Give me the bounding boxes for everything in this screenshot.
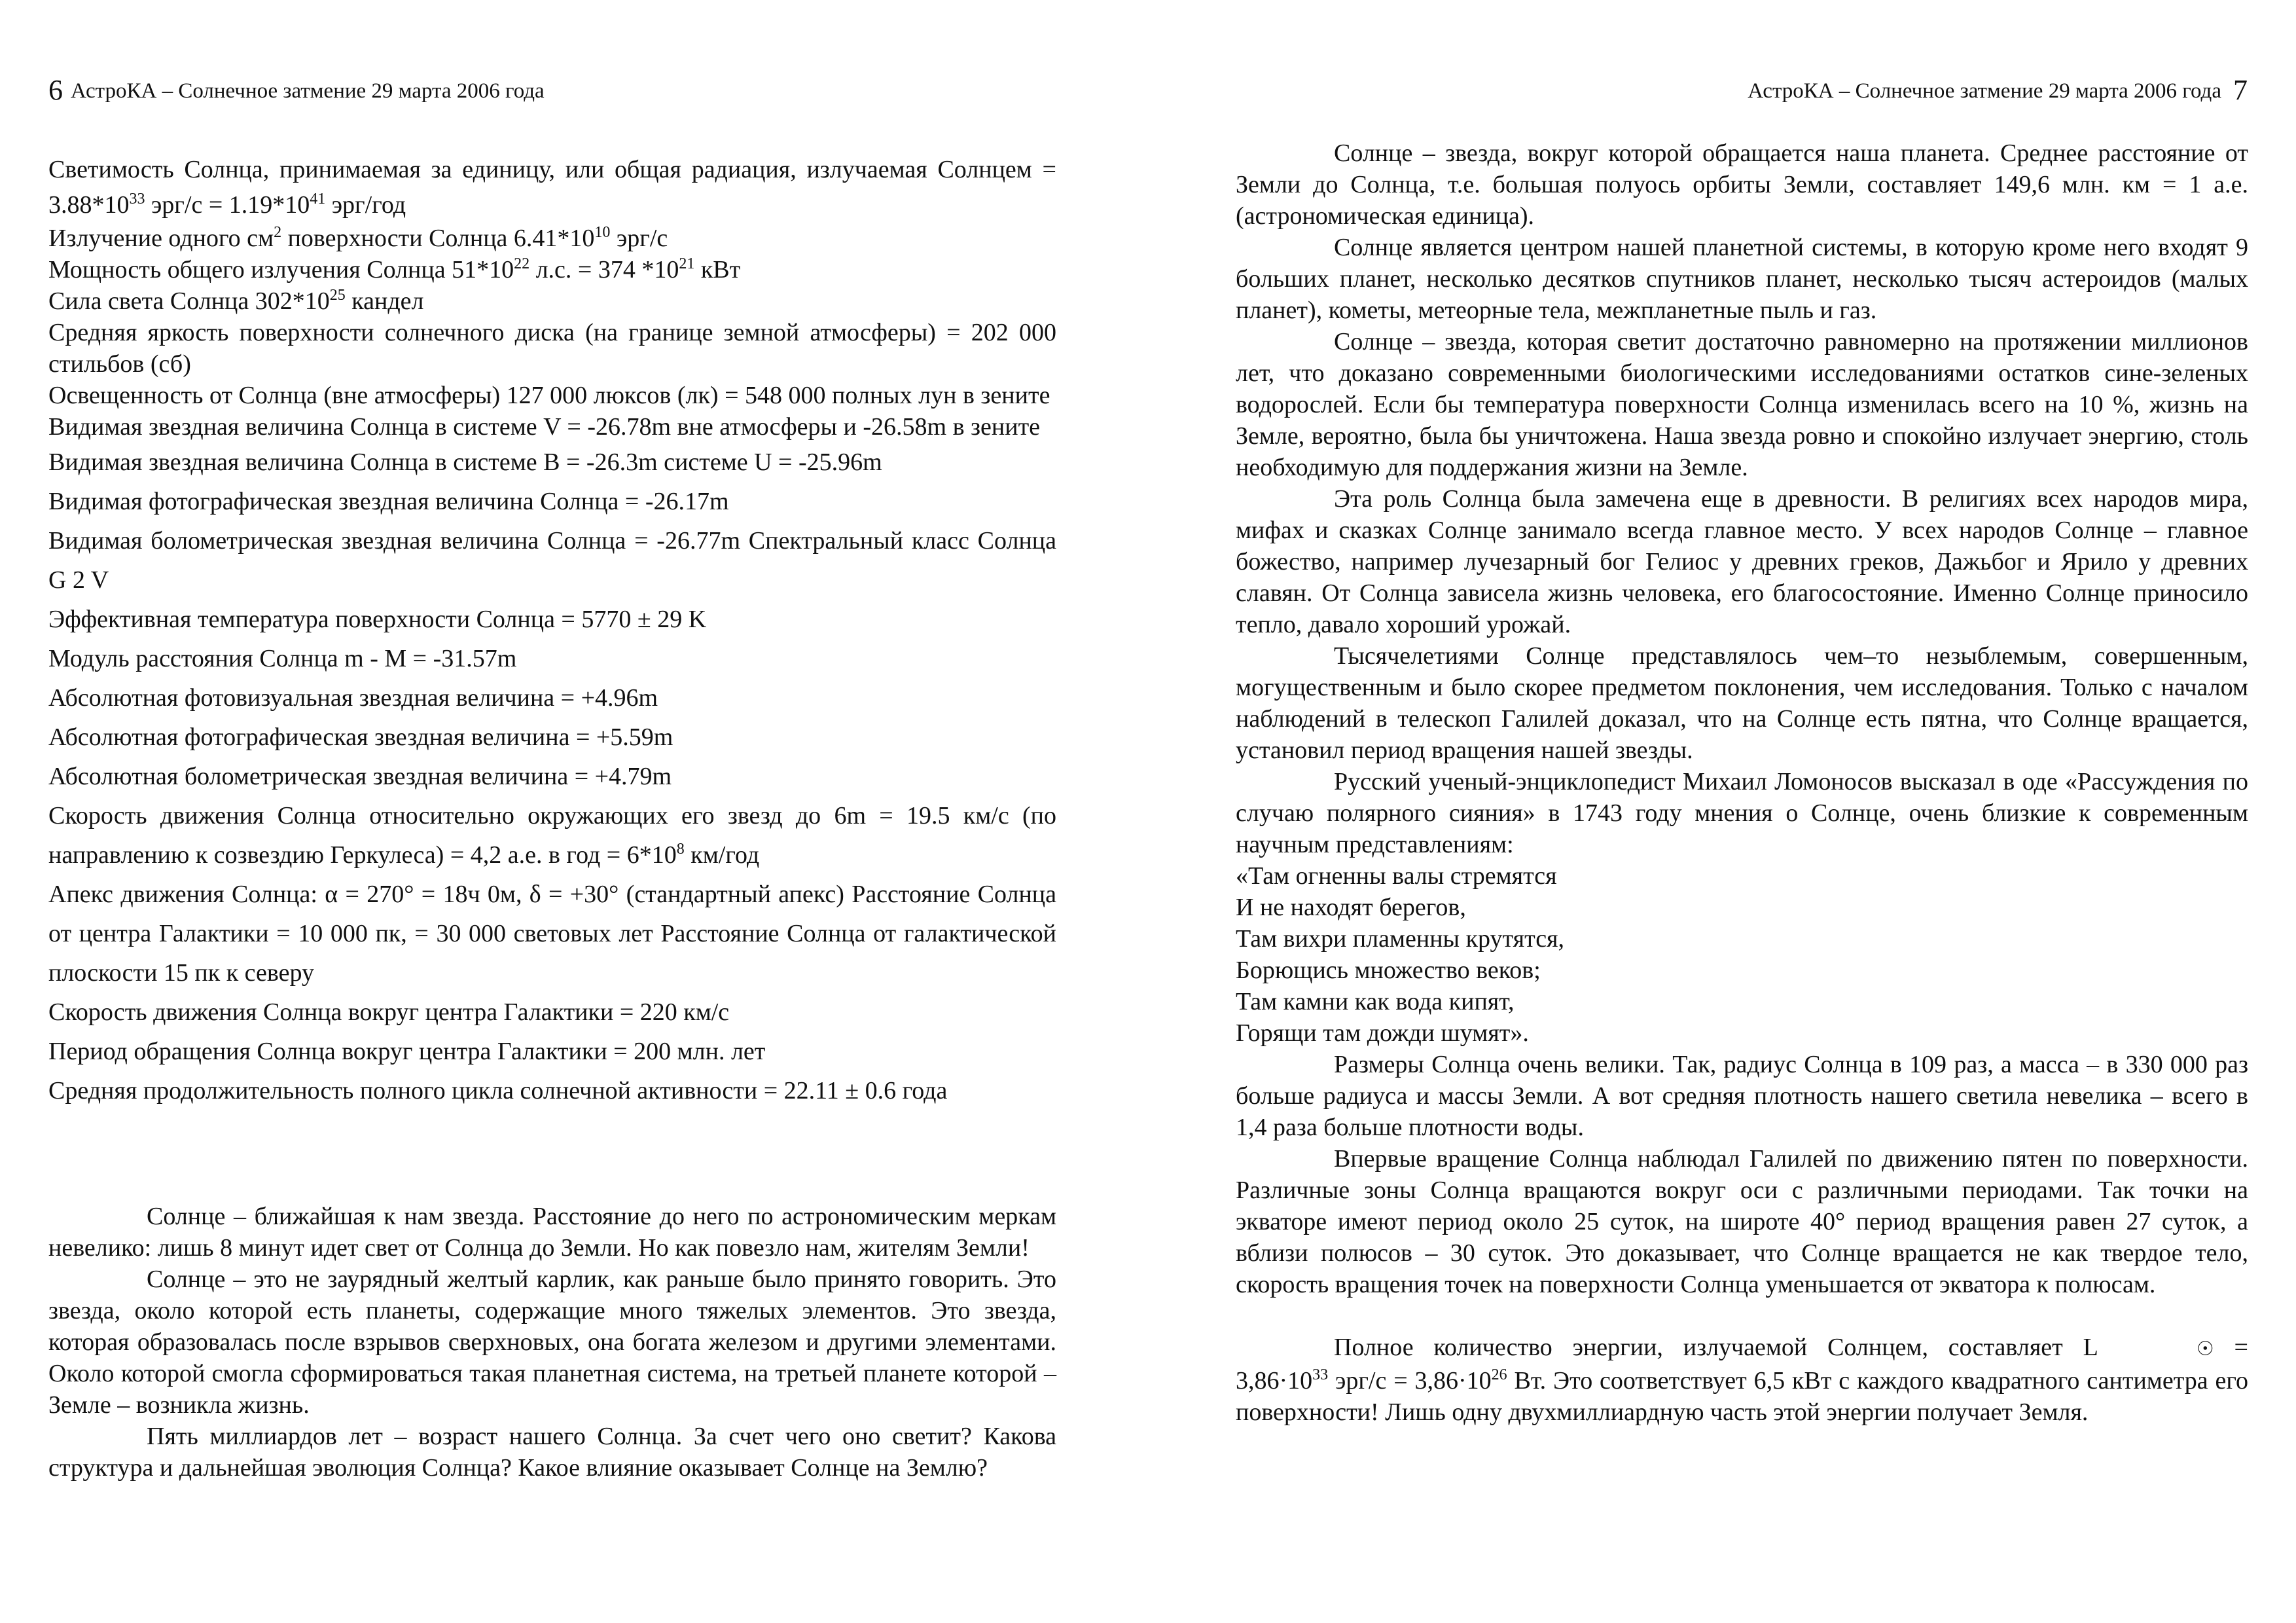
fact-exponent: 25 bbox=[329, 287, 346, 304]
fact-text: Видимая болометрическая звездная величина Солнца = -26.77m Спектральный класс Солнца G 2 V bbox=[48, 527, 1056, 594]
left-page-header bbox=[48, 74, 545, 106]
fact-exponent: 21 bbox=[679, 255, 695, 272]
fact-item bbox=[48, 796, 1056, 875]
fact-text: Эффективная температура поверхности Солнца = 5770 ± 29 K bbox=[48, 606, 707, 633]
fact-item bbox=[48, 254, 1056, 285]
fact-exponent: 22 bbox=[514, 255, 530, 272]
fact-item bbox=[48, 678, 1056, 718]
poem-line: Там вихри пламенны крутятся, bbox=[1236, 925, 1565, 953]
fact-text: Светимость Солнца, принимаемая за единицу, или общая радиация, излучаемая Солнцем = 3.88*10 bbox=[48, 156, 1056, 219]
fact-item bbox=[48, 411, 1056, 443]
lomonosov-poem bbox=[1236, 860, 2248, 1049]
fact-item bbox=[48, 380, 1056, 411]
fact-text: кандел bbox=[345, 287, 424, 315]
fact-text: Средняя продолжительность полного цикла солнечной активности = 22.11 ± 0.6 года bbox=[48, 1077, 948, 1104]
right-paragraph-5: Тысячелетиями Солнце представлялось чем–то незыблемым, совершенным, могущественным и было скорее предметом поклонения, чем исследования. Только с началом наблюдений в телескоп Галилей доказал, что на Солнце есть пятна, что Солнце вращается, установил период вращения нашей звезды. bbox=[1236, 642, 2248, 764]
fact-item bbox=[48, 875, 1056, 993]
right-paragraph-2: Солнце является центром нашей планетной системы, в которую кроме него входят 9 больших планет, несколько десятков спутников планет, несколько тысяч астероидов (малых планет), кометы, метеорные тела, межпланетные пыль и газ. bbox=[1236, 234, 2248, 324]
energy-lead: Полное количество энергии, излучаемой Солнцем, составляет L bbox=[1334, 1334, 2098, 1361]
right-paragraph-8: Впервые вращение Солнца наблюдал Галилей по движению пятен по поверхности. Различные зоны Солнца вращаются вокруг оси с различными периодами. Так точки на экваторе имеют период около 25 суток, на широте 40° период вращения равен 27 суток, а вблизи полюсов – 30 суток. Это доказывает, что Солнце вращается не как твердое тело, скорость вращения точек на поверхности Солнца уменьшается от экватора к полюсам. bbox=[1236, 1145, 2248, 1298]
right-page-header bbox=[1748, 74, 2248, 106]
poem-line: Борющись множество веков; bbox=[1236, 957, 1541, 984]
fact-item bbox=[48, 482, 1056, 521]
fact-item bbox=[48, 285, 1056, 317]
energy-paragraph bbox=[1236, 1332, 2248, 1428]
fact-exponent: 8 bbox=[676, 841, 685, 858]
fact-exponent: 41 bbox=[310, 191, 326, 208]
fact-text: эрг/с bbox=[610, 225, 668, 252]
poem-line: «Там огненны валы стремятся bbox=[1236, 862, 1557, 890]
right-paragraph-1: Солнце – звезда, вокруг которой обращается наша планета. Среднее расстояние от Земли до Солнца, т.е. большая полуось орбиты Земли, составляет 149,6 млн. км = 1 а.е. (астрономическая единица). bbox=[1236, 139, 2248, 230]
fact-text: Абсолютная болометрическая звездная величина = +4.79m bbox=[48, 763, 672, 790]
right-paragraph-6: Русский ученый-энциклопедист Михаил Ломоносов высказал в оде «Рассуждения по случаю полярного сияния» в 1743 году мнения о Солнце, очень близкие к современным научным представлениям: bbox=[1236, 768, 2248, 858]
fact-text: Апекс движения Солнца: α = 270° = 18ч 0м, δ = +30° (стандартный апекс) Расстояние Солнца от центра Галактики = 10 000 пк, = 30 000 световых лет Расстояние Солнца от галактической плоскости 15 пк к северу bbox=[48, 881, 1056, 987]
poem-line: Горящи там дожди шумят». bbox=[1236, 1019, 1529, 1047]
fact-exponent: 2 bbox=[274, 224, 282, 241]
fact-text: л.с. = 374 *10 bbox=[529, 256, 679, 283]
fact-text: Скорость движения Солнца вокруг центра Галактики = 220 км/с bbox=[48, 998, 730, 1026]
fact-text: Скорость движения Солнца относительно окружающих его звезд до 6m = 19.5 км/с (по направлению к созвездию Геркулеса) = 4,2 а.е. в год = 6*10 bbox=[48, 802, 1056, 869]
poem-line: Там камни как вода кипят, bbox=[1236, 988, 1515, 1015]
fact-text: Видимая звездная величина Солнца в системе B = -26.3m системе U = -25.96m bbox=[48, 448, 882, 476]
fact-text: кВт bbox=[694, 256, 741, 283]
right-header-title: АстроКА – Солнечное затмение 29 марта 2006 года bbox=[1748, 79, 2221, 103]
fact-exponent: 33 bbox=[129, 191, 145, 208]
fact-exponent: 10 bbox=[594, 224, 611, 241]
sun-facts-list bbox=[48, 152, 1056, 1110]
fact-item bbox=[48, 600, 1056, 639]
fact-text: Мощность общего излучения Солнца 51*10 bbox=[48, 256, 514, 283]
fact-item bbox=[48, 317, 1056, 380]
fact-item bbox=[48, 1032, 1056, 1071]
sun-symbol-icon: ☉ bbox=[2196, 1338, 2214, 1360]
fact-text: Период обращения Солнца вокруг центра Галактики = 200 млн. лет bbox=[48, 1038, 766, 1065]
fact-item bbox=[48, 521, 1056, 600]
energy-eq2: эрг/с = 3,86·10 bbox=[1328, 1367, 1492, 1395]
left-paragraph-1: Солнце – ближайшая к нам звезда. Расстояние до него по астрономическим меркам невелико: лишь 8 минут идет свет от Солнца до Земли. Но как повезло нам, жителям Земли! bbox=[48, 1203, 1056, 1262]
energy-exp1: 33 bbox=[1312, 1366, 1329, 1383]
energy-exp2: 26 bbox=[1491, 1366, 1507, 1383]
fact-text: Освещенность от Солнца (вне атмосферы) 127 000 люксов (лк) = 548 000 полных лун в зените bbox=[48, 382, 1050, 409]
fact-text: Излучение одного см bbox=[48, 225, 274, 252]
fact-text: Сила света Солнца 302*10 bbox=[48, 287, 330, 315]
energy-tail: Вт. Это соответствует 6,5 кВт с каждого квадратного сантиметра его поверхности! Лишь одну двухмиллиардную часть этой энергии получает Земля. bbox=[1236, 1367, 2248, 1426]
right-paragraph-4: Эта роль Солнца была замечена еще в древности. В религиях всех народов мира, мифах и сказках Солнце занимало всегда главное место. У всех народов Солнце – главное божество, например лучезарный бог Гелиос у древних греков, Дажьбог и Ярило у древних славян. От Солнца зависела жизнь человека, его благосостояние. Именно Солнце приносило тепло, давало хороший урожай. bbox=[1236, 485, 2248, 638]
paragraph-gap bbox=[1236, 1300, 2248, 1332]
left-page-number: 6 bbox=[48, 74, 63, 106]
left-paragraph-3: Пять миллиардов лет – возраст нашего Солнца. За счет чего оно светит? Какова структура и дальнейшая эволюция Солнца? Какое влияние оказывает Солнце на Землю? bbox=[48, 1423, 1056, 1482]
fact-text: эрг/с = 1.19*10 bbox=[145, 191, 310, 219]
fact-text: Модуль расстояния Солнца m - M = -31.57m bbox=[48, 645, 517, 672]
right-paragraph-7: Размеры Солнца очень велики. Так, радиус Солнца в 109 раз, а масса – в 330 000 раз больше радиуса и массы Земли. А вот средняя плотность нашего светила невелика – всего в 1,4 раза больше плотности воды. bbox=[1236, 1051, 2248, 1141]
fact-text: Абсолютная фотовизуальная звездная величина = +4.96m bbox=[48, 684, 658, 712]
fact-item bbox=[48, 993, 1056, 1032]
fact-text: Средняя яркость поверхности солнечного диска (на границе земной атмосферы) = 202 000 стильбов (сб) bbox=[48, 319, 1056, 378]
right-paragraph-3: Солнце – звезда, которая светит достаточно равномерно на протяжении миллионов лет, что доказано современными биологическими исследованиями остатков сине-зеленых водорослей. Если бы температура поверхности Солнца изменилась всего на 10 %, жизнь на Земле, вероятно, была бы уничтожена. Наша звезда ровно и спокойно излучает энергию, столь необходимую для поддержания жизни на Земле. bbox=[1236, 328, 2248, 481]
fact-item bbox=[48, 718, 1056, 757]
right-page-number: 7 bbox=[2233, 74, 2248, 106]
energy-eq1: = 3,86·10 bbox=[1236, 1334, 2248, 1395]
fact-text: Видимая фотографическая звездная величина Солнца = -26.17m bbox=[48, 488, 729, 515]
poem-line: И не находят берегов, bbox=[1236, 894, 1466, 921]
fact-item bbox=[48, 443, 1056, 482]
fact-item bbox=[48, 152, 1056, 223]
fact-text: км/год bbox=[684, 841, 760, 869]
fact-item bbox=[48, 639, 1056, 678]
left-prose bbox=[48, 1201, 1056, 1484]
right-page bbox=[1148, 0, 2296, 1623]
fact-text: эрг/год bbox=[325, 191, 406, 219]
fact-text: поверхности Солнца 6.41*10 bbox=[281, 225, 595, 252]
fact-text: Абсолютная фотографическая звездная величина = +5.59m bbox=[48, 723, 673, 751]
left-header-title: АстроКА – Солнечное затмение 29 марта 2006 года bbox=[71, 79, 545, 103]
fact-item bbox=[48, 1071, 1056, 1110]
fact-item bbox=[48, 223, 1056, 254]
left-paragraph-2: Солнце – это не заурядный желтый карлик, как раньше было принято говорить. Это звезда, около которой есть планеты, содержащие много тяжелых элементов. Это звезда, которая образовалась после взрывов сверхновых, она богата железом и другими элементами. Около которой смогла сформироваться такая планетная система, на третьей планете которой – Земле – возникла жизнь. bbox=[48, 1266, 1056, 1419]
fact-text: Видимая звездная величина Солнца в системе V = -26.78m вне атмосферы и -26.58m в зените bbox=[48, 413, 1041, 441]
right-text-column bbox=[1236, 137, 2248, 1428]
fact-item bbox=[48, 757, 1056, 796]
